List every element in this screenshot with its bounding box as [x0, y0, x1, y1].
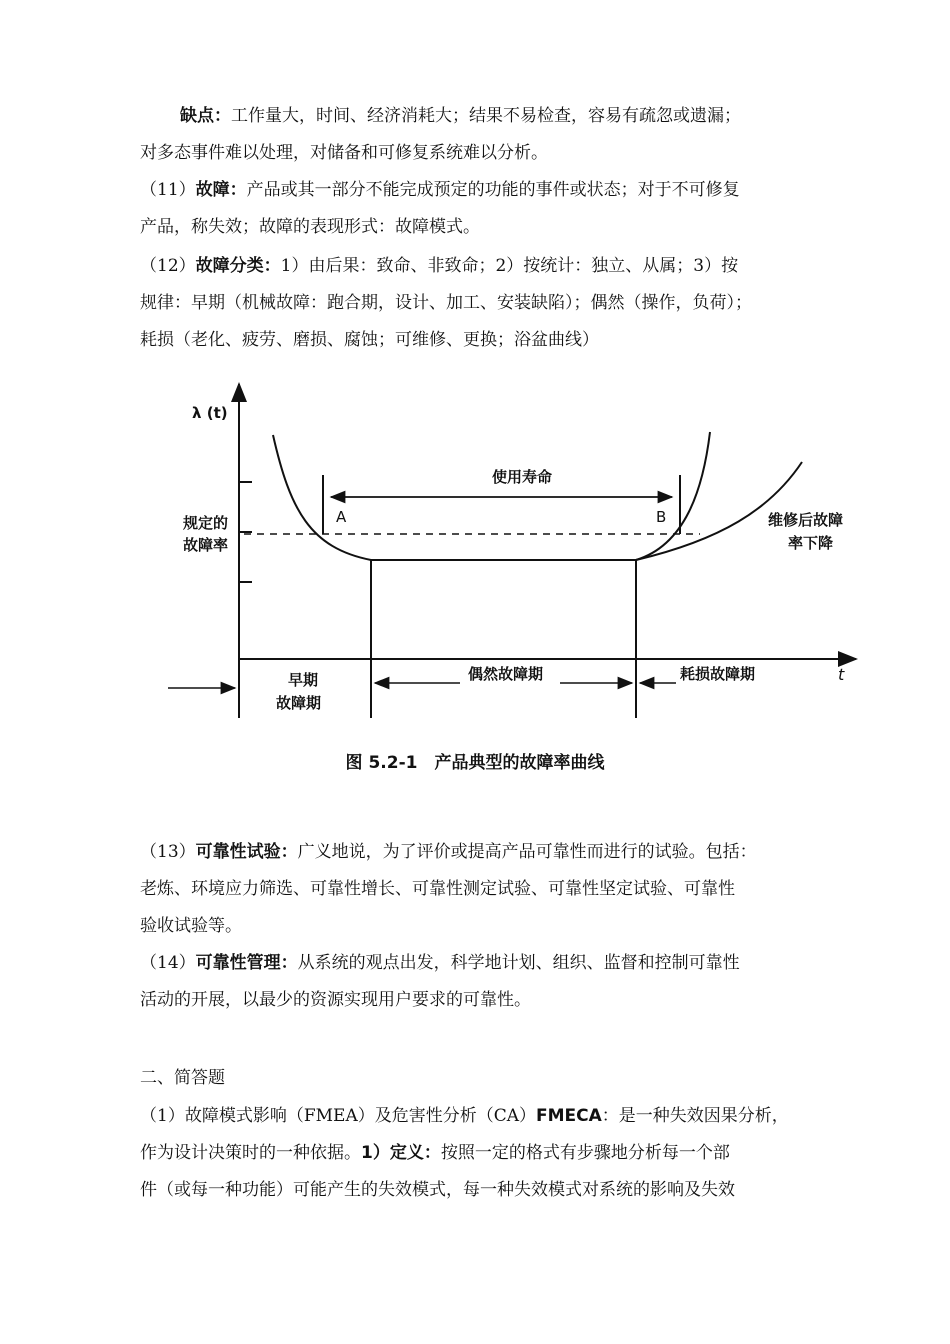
paragraph-text: 耗损（老化、疲劳、磨损、腐蚀；可维修、更换；浴盆曲线） — [140, 330, 599, 350]
paragraph-reliability-management — [140, 945, 820, 1019]
paragraph-text: 活动的开展，以最少的资源实现用户要求的可靠性。 — [140, 990, 531, 1010]
after-repair-label: 维修后故障 — [768, 511, 844, 529]
paragraph-text: 对多态事件难以处理，对储备和可修复系统难以分析。 — [140, 143, 548, 163]
figure-caption: 图 5.2-1 产品典型的故障率曲线 — [345, 753, 605, 773]
paragraph-line — [140, 209, 820, 246]
service-life-label: 使用寿命 — [492, 468, 553, 486]
paragraph-line — [140, 98, 820, 135]
paragraph-text: 验收试验等。 — [140, 916, 242, 936]
term-label: 故障： — [195, 180, 247, 200]
paragraph-line — [140, 908, 820, 945]
item-number: （11） — [140, 180, 196, 200]
paragraph-line — [140, 248, 820, 285]
term-label: 故障分类： — [195, 256, 281, 276]
random-period-label: 偶然故障期 — [468, 665, 544, 683]
term-label: 缺点： — [180, 106, 231, 126]
paragraph-text: 按照一定的格式有步骤地分析每一个部 — [440, 1143, 730, 1163]
section-heading: 二、简答题 — [140, 1068, 225, 1088]
specified-rate-label: 规定的 — [183, 514, 229, 532]
after-repair-label: 率下降 — [788, 534, 834, 552]
item-number: （12） — [140, 256, 196, 276]
term-label: FMECA — [536, 1106, 602, 1126]
paragraph-line — [140, 871, 820, 908]
paragraph-text: ：是一种失效因果分析， — [601, 1106, 789, 1126]
term-label: 可靠性管理： — [195, 953, 298, 973]
paragraph-text: 件（或每一种功能）可能产生的失效模式，每一种失效模式对系统的影响及失效 — [140, 1180, 735, 1200]
paragraph-text: 广义地说，为了评价或提高产品可靠性而进行的试验。包括： — [297, 842, 757, 862]
paragraph-fault — [140, 172, 820, 246]
item-number: （1） — [140, 1106, 185, 1126]
paragraph-text: 老炼、环境应力筛选、可靠性增长、可靠性测定试验、可靠性坚定试验、可靠性 — [140, 879, 735, 899]
paragraph-text: 规律：早期（机械故障：跑合期，设计、加工、安装缺陷）；偶然（操作，负荷）； — [140, 293, 752, 313]
point-a-label: A — [336, 508, 347, 526]
paragraph-text: 产品或其一部分不能完成预定的功能的事件或状态；对于不可修复 — [246, 180, 740, 200]
paragraph-reliability-test — [140, 834, 820, 945]
specified-rate-label: 故障率 — [183, 536, 229, 554]
section-short-answer — [140, 1060, 820, 1097]
paragraph-text: 1）由后果：致命、非致命；2）按统计：独立、从属；3）按 — [280, 256, 739, 276]
paragraph-line — [140, 322, 820, 359]
paragraph-text: 工作量大，时间、经济消耗大；结果不易检查，容易有疏忽或遗漏； — [231, 106, 741, 126]
paragraph-line — [140, 1135, 820, 1172]
item-number: （13） — [140, 842, 196, 862]
paragraph-line — [140, 834, 820, 871]
item-number: （14） — [140, 953, 196, 973]
early-period-label: 早期 — [288, 671, 319, 689]
paragraph-text: 作为设计决策时的一种依据。 — [140, 1143, 361, 1163]
point-b-label: B — [656, 508, 667, 526]
x-axis-label: t — [838, 665, 845, 684]
paragraph-line — [140, 945, 820, 982]
bathtub-curve-figure — [0, 370, 950, 790]
paragraph-text: 从系统的观点出发，科学地计划、组织、监督和控制可靠性 — [297, 953, 740, 973]
paragraph-disadvantages — [140, 98, 820, 172]
bathtub-curve — [273, 432, 710, 560]
early-period-label: 故障期 — [276, 694, 322, 712]
y-axis-label: λ (t) — [192, 404, 228, 422]
paragraph-text: 产品，称失效；故障的表现形式：故障模式。 — [140, 217, 480, 237]
term-label: 1）定义： — [361, 1143, 441, 1163]
paragraph-line — [140, 135, 820, 172]
paragraph-fault-classification — [140, 248, 820, 359]
paragraph-line — [140, 1098, 820, 1135]
paragraph-line — [140, 285, 820, 322]
paragraph-text: 故障模式影响（FMEA）及危害性分析（CA） — [184, 1106, 537, 1126]
wearout-period-label: 耗损故障期 — [680, 665, 756, 683]
term-label: 可靠性试验： — [195, 842, 298, 862]
paragraph-line — [140, 172, 820, 209]
paragraph-fmeca — [140, 1098, 820, 1209]
paragraph-line — [140, 1172, 820, 1209]
paragraph-line — [140, 982, 820, 1019]
